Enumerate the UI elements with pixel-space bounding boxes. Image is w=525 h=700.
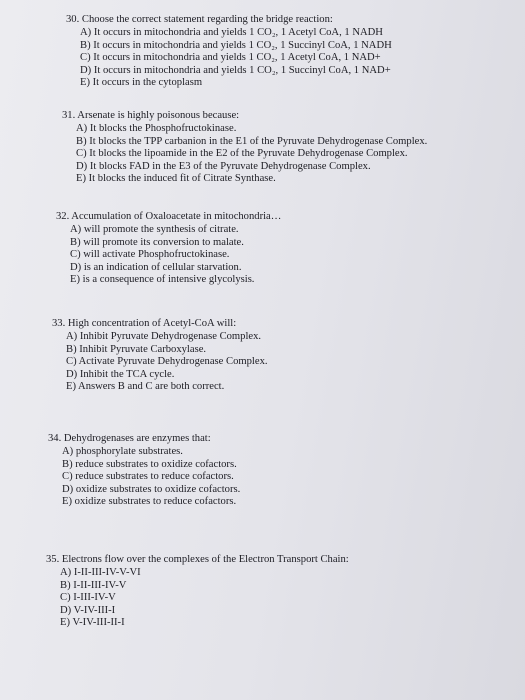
option-a: A) I-II-III-IV-V-VI (60, 567, 141, 579)
option-e: E) It blocks the induced fit of Citrate Synthase. (76, 173, 276, 185)
option-b: B) will promote its conversion to malate. (70, 236, 244, 248)
question-stem: 35. Electrons flow over the complexes of the Electron Transport Chain: (46, 554, 349, 565)
option-b: B) Inhibit Pyruvate Carboxylase. (66, 343, 207, 355)
option-e: E) Answers B and C are both correct. (66, 381, 225, 393)
option-d: D) V-IV-III-I (60, 604, 116, 616)
question-stem: 30. Choose the correct statement regarding the bridge reaction: (66, 14, 333, 25)
answer-options (46, 567, 349, 629)
option-e: E) oxidize substrates to reduce cofactors. (62, 496, 237, 508)
option-a: A) phosphorylate substrates. (62, 446, 183, 458)
option-b: B) reduce substrates to oxidize cofactors. (62, 458, 237, 470)
question-35 (46, 554, 349, 629)
question-32 (56, 211, 281, 286)
option-e: E) V-IV-III-II-I (60, 617, 125, 629)
question-stem: 33. High concentration of Acetyl-CoA will: (52, 318, 237, 329)
question-stem: 32. Accumulation of Oxaloacetate in mitochondria… (56, 211, 282, 222)
question-34 (48, 433, 240, 508)
option-e: E) is a consequence of intensive glycolysis. (70, 274, 255, 286)
option-c: C) Activate Pyruvate Dehydrogenase Complex. (66, 356, 268, 368)
answer-options (48, 446, 240, 508)
option-d: D) oxidize substrates to oxidize cofactors. (62, 483, 241, 495)
option-c: C) It occurs in mitochondria and yields 1 CO₂, 1 Acetyl CoA, 1 NAD+ (80, 52, 381, 64)
question-33 (52, 318, 268, 393)
option-a: A) It blocks the Phosphofructokinase. (76, 123, 237, 135)
question-stem: 31. Arsenate is highly poisonous because: (62, 110, 240, 121)
option-c: C) It blocks the lipoamide in the E2 of the Pyruvate Dehydrogenase Complex. (76, 148, 408, 160)
option-d: D) It occurs in mitochondria and yields 1 CO₂, 1 Succinyl CoA, 1 NAD+ (80, 64, 391, 76)
option-c: C) will activate Phosphofructokinase. (70, 249, 230, 261)
option-e: E) It occurs in the cytoplasm (80, 77, 203, 89)
question-30 (66, 14, 392, 89)
option-a: A) It occurs in mitochondria and yields 1 CO₂, 1 Acetyl CoA, 1 NADH (80, 27, 383, 39)
option-c: C) I-III-IV-V (60, 592, 116, 604)
option-d: D) It blocks FAD in the E3 of the Pyruvate Dehydrogenase Complex. (76, 160, 371, 172)
option-a: A) Inhibit Pyruvate Dehydrogenase Complex. (66, 331, 262, 343)
question-stem: 34. Dehydrogenases are enzymes that: (48, 433, 211, 444)
option-c: C) reduce substrates to reduce cofactors. (62, 471, 234, 483)
option-b: B) It blocks the TPP carbanion in the E1 of the Pyruvate Dehydrogenase Complex. (76, 135, 428, 147)
answer-options (56, 224, 281, 286)
option-a: A) will promote the synthesis of citrate. (70, 224, 239, 236)
option-b: B) I-II-III-IV-V (60, 579, 127, 591)
answer-options (66, 27, 392, 89)
answer-options (62, 123, 427, 185)
option-d: D) Inhibit the TCA cycle. (66, 368, 175, 380)
question-31 (62, 110, 427, 185)
option-b: B) It occurs in mitochondria and yields 1 CO₂, 1 Succinyl CoA, 1 NADH (80, 39, 392, 51)
option-d: D) is an indication of cellular starvation. (70, 261, 242, 273)
answer-options (52, 331, 268, 393)
